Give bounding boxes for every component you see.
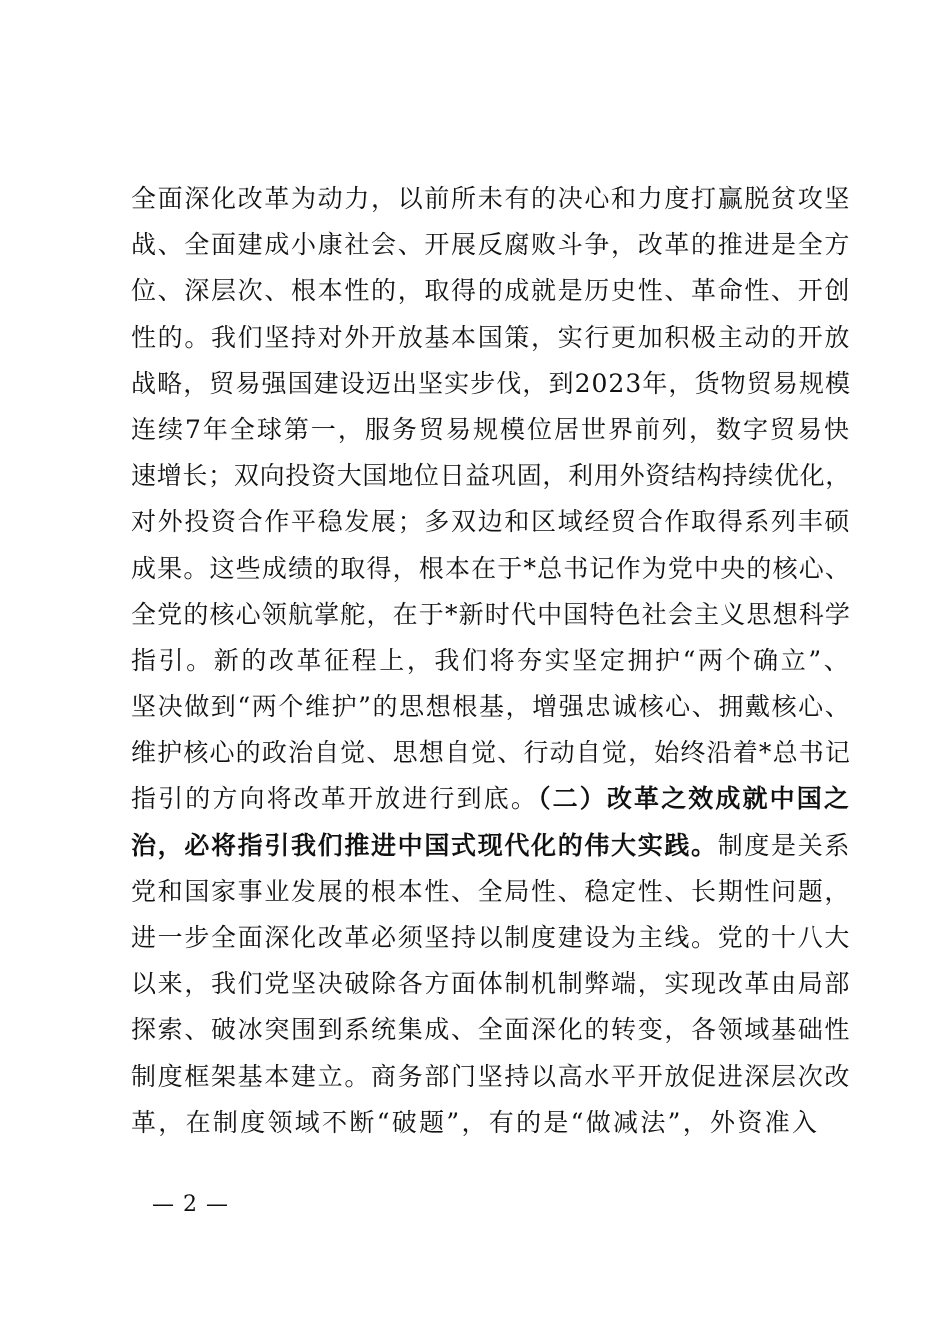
text-line-mixed [131,823,851,869]
text-line: 全党的核心领航掌舵，在于*新时代中国特色社会主义思想科学 [131,599,851,629]
text-line: 党和国家事业发展的根本性、全局性、稳定性、长期性问题， [131,876,851,906]
text-line: 以来，我们党坚决破除各方面体制机制弊端，实现改革由局部 [131,969,851,999]
text-line: 制度框架基本建立。商务部门坚持以高水平开放促进深层次改 [131,1061,851,1091]
text-line: 维护核心的政治自觉、思想自觉、行动自觉，始终沿着*总书记 [131,738,851,768]
text-line: 位、深层次、根本性的，取得的成就是历史性、革命性、开创 [131,276,851,306]
text-line: 全面深化改革为动力，以前所未有的决心和力度打赢脱贫攻坚 [131,184,851,213]
text-line: 对外投资合作平稳发展；多双边和区域经贸合作取得系列丰硕 [131,507,851,537]
body-text [131,176,851,1146]
text-line: 坚决做到“两个维护”的思想根基，增强忠诚核心、拥戴核心、 [131,692,852,722]
text-line: 革，在制度领域不断“破题”，有的是“做减法”，外资准入 [131,1107,820,1137]
bold-heading-segment: 治，必将指引我们推进中国式现代化的伟大实践。 [131,830,718,860]
text-line: 连续7年全球第一，服务贸易规模位居世界前列，数字贸易快 [131,414,851,444]
text-line-mixed [131,776,851,822]
text-line: 速增长；双向投资大国地位日益巩固，利用外资结构持续优化， [131,461,851,491]
text-line: 性的。我们坚持对外开放基本国策，实行更加积极主动的开放 [131,322,851,352]
text-line: 指引。新的改革征程上，我们将夯实坚定拥护“两个确立”、 [131,645,851,675]
text-segment: 指引的方向将改革开放进行到底。 [131,784,538,814]
text-line: 进一步全面深化改革必须坚持以制度建设为主线。党的十八大 [131,923,851,952]
bold-heading-segment: （二）改革之效成就中国之 [537,784,851,814]
text-line: 战略，贸易强国建设迈出坚实步伐，到2023年，货物贸易规模 [131,368,851,398]
text-line: 战、全面建成小康社会、开展反腐败斗争，改革的推进是全方 [131,230,851,260]
text-line: 成果。这些成绩的取得，根本在于*总书记作为党中央的核心、 [131,553,851,583]
page-number: — 2 — [152,1192,229,1217]
text-line: 探索、破冰突围到系统集成、全面深化的转变，各领域基础性 [131,1015,851,1045]
text-segment: 制度是关系 [717,830,851,860]
